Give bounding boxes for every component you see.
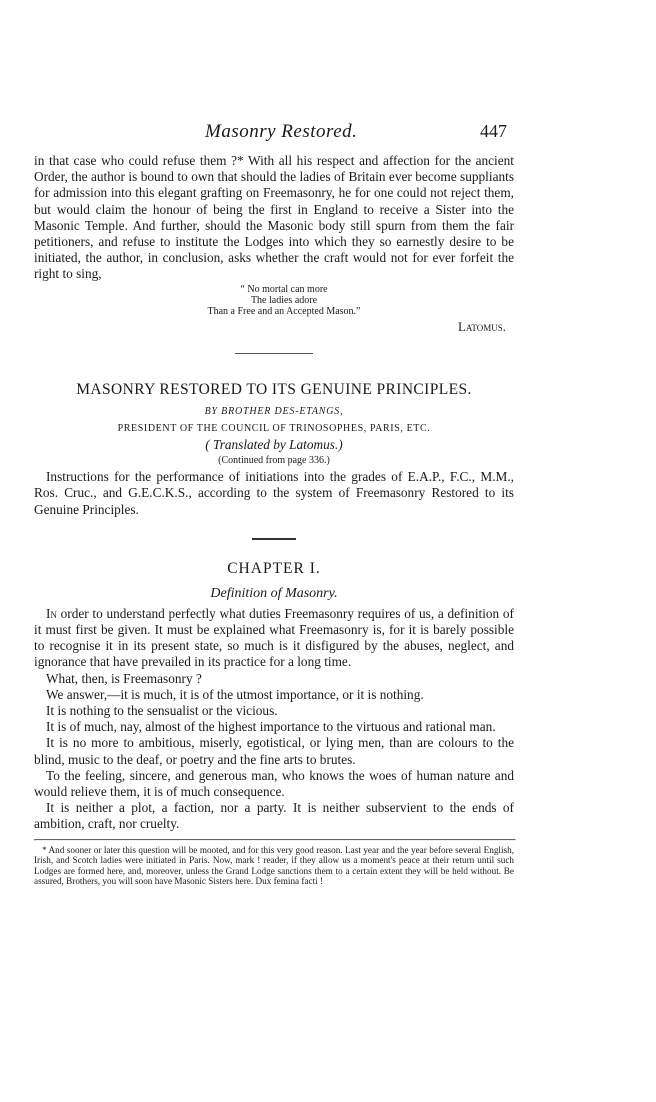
author-title: PRESIDENT OF THE COUNCIL OF TRINOSOPHES, PARIS, ETC. [117, 423, 431, 435]
footnote: * And sooner or later this question will be mooted, and for this very good reason. Last year and the year before several English, Irish, and Scotch ladies were initiated in Paris. Now, mark ! reader, if they allow us a moment's peace at their return until such Lodges are formed here, and, moreover, unless the Grand Lodge sanctions them to a certain extent they will be held without. Be assured, Brothers, you will soon have Masonic Sisters here. Dux femina facti ! [34, 844, 514, 886]
chapter-subheading: Definition of Masonry. [210, 585, 338, 601]
page-number: 447 [480, 121, 507, 141]
verse-line: Than a Free and an Accepted Mason.” [207, 306, 361, 318]
chapter-paragraph: It is of much, nay, almost of the highest importance to the virtuous and rational man. [46, 719, 496, 735]
verse-line: The ladies adore [250, 294, 318, 306]
section-divider [235, 353, 313, 354]
verse-quote [34, 284, 514, 318]
chapter-paragraph: To the feeling, sincere, and generous man, who knows the woes of human nature and would relieve them, it is of much consequence. [34, 767, 514, 800]
article-intro: Instructions for the performance of initiations into the grades of E.A.P., F.C., M.M., Ros. Cruc., and G.E.C.K.S., according to the system of Freemasonry Restored to its Genuine Principles. [34, 469, 514, 517]
chapter-paragraph: We answer,—it is much, it is of the utmost importance, or it is nothing. [46, 686, 424, 702]
chapter-paragraph [34, 606, 514, 671]
translator-note: ( Translated by Latomus.) [205, 437, 343, 453]
article-byline: BY BROTHER DES-ETANGS, [204, 406, 344, 418]
opening-paragraph: in that case who could refuse them ?* With all his respect and affection for the ancient Order, the author is bound to own that should the ladies of Britain ever become suppliants for admission into this elegant grafting on Freemasonry, he for one could not reject them, but would claim the honour of being the first in England to receive a Sister into the Masonic Temple. And further, should the Masonic body still spurn from them the fair petitioners, and refuse to institute the Lodges into which they so earnestly desire to be initiated, the author, in conclusion, asks whether the craft would not for ever forfeit the right to sing, [34, 153, 514, 282]
drop-word: In [46, 605, 57, 621]
chapter-paragraph-text: order to understand perfectly what duties Freemasonry requires of us, a definition of it must first be given. It must be explained what Freemasonry is, for it is barely possible to recognise it in its present state, so much is it disfigured by the abuses, neglect, and ignorance that have prevailed in its practice for a long time. [34, 605, 514, 670]
chapter-paragraph: It is nothing to the sensualist or the vicious. [46, 703, 278, 719]
chapter-paragraph: What, then, is Freemasonry ? [46, 670, 202, 686]
continued-note: (Continued from page 336.) [218, 455, 330, 467]
running-title: Masonry Restored. [205, 121, 358, 142]
section-divider [252, 538, 296, 540]
chapter-heading: CHAPTER I. [227, 559, 321, 577]
verse-line: “ No mortal can more [240, 283, 328, 295]
article-title: MASONRY RESTORED TO ITS GENUINE PRINCIPLES. [76, 381, 472, 399]
footnote-divider [34, 839, 516, 841]
chapter-paragraph: It is no more to ambitious, miserly, egotistical, or lying men, than are colours to the blind, music to the deaf, or poetry and the fine arts to brutes. [34, 735, 514, 767]
page-body [34, 153, 514, 886]
chapter-paragraph: It is neither a plot, a faction, nor a party. It is neither subservient to the ends of ambition, craft, nor cruelty. [34, 800, 514, 832]
author-signature: Latomus. [457, 319, 506, 335]
page-header [0, 121, 656, 143]
